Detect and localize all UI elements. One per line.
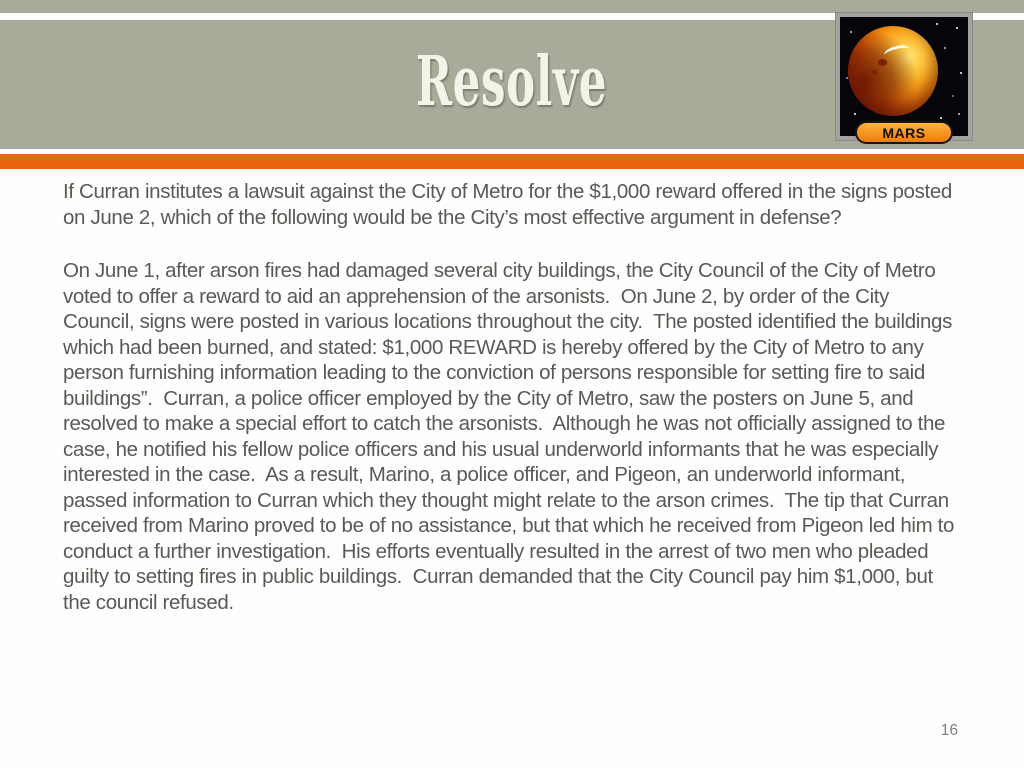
- stars-decoration: [840, 17, 842, 19]
- starfield-background: [840, 17, 968, 136]
- page-number: 16: [940, 722, 958, 739]
- mars-planet-icon: [848, 26, 938, 116]
- planet-crater-spot: [872, 70, 877, 75]
- slide-body: [63, 179, 960, 615]
- mars-label: MARS: [882, 124, 926, 141]
- top-strip: [0, 0, 1024, 13]
- mars-label-pill: [855, 121, 953, 144]
- planet-shine-highlight: [883, 43, 911, 61]
- facts-paragraph: On June 1, after arson fires had damaged several city buildings, the City Council of the City of Metro voted to offer a reward to aid an apprehension of the arsonists. On June 2, by order of the City Council, signs were posted in various locations throughout the city. The posted identified the buildings which had been burned, and stated: $1,000 REWARD is hereby offered by the City of Metro to any person furnishing information leading to the conviction of persons responsible for setting fire to said buildings”. Curran, a police officer employed by the City of Metro, saw the posters on June 5, and resolved to make a special effort to catch the arsonists. Although he was not officially assigned to the case, he notified his fellow police officers and his usual underworld informants that he was especially interested in the case. As a result, Marino, a police officer, and Pigeon, an underworld informant, passed information to Curran which they thought might relate to the arson crimes. The tip that Curran received from Marino proved to be of no assistance, but that which he received from Pigeon led him to conduct a further investigation. His efforts eventually resulted in the arrest of two men who pleaded guilty to setting fires in public buildings. Curran demanded that the City Council pay him $1,000, but the council refused.: [63, 259, 960, 614]
- accent-bar: [0, 154, 1024, 169]
- mars-logo: [836, 13, 972, 140]
- planet-crater-spot: [878, 59, 887, 66]
- slide-title: Resolve: [416, 41, 608, 122]
- question-paragraph: If Curran institutes a lawsuit against the City of Metro for the $1,000 reward offered in the signs posted on June 2, which of the following would be the City’s most effective argument in defense?: [63, 180, 958, 229]
